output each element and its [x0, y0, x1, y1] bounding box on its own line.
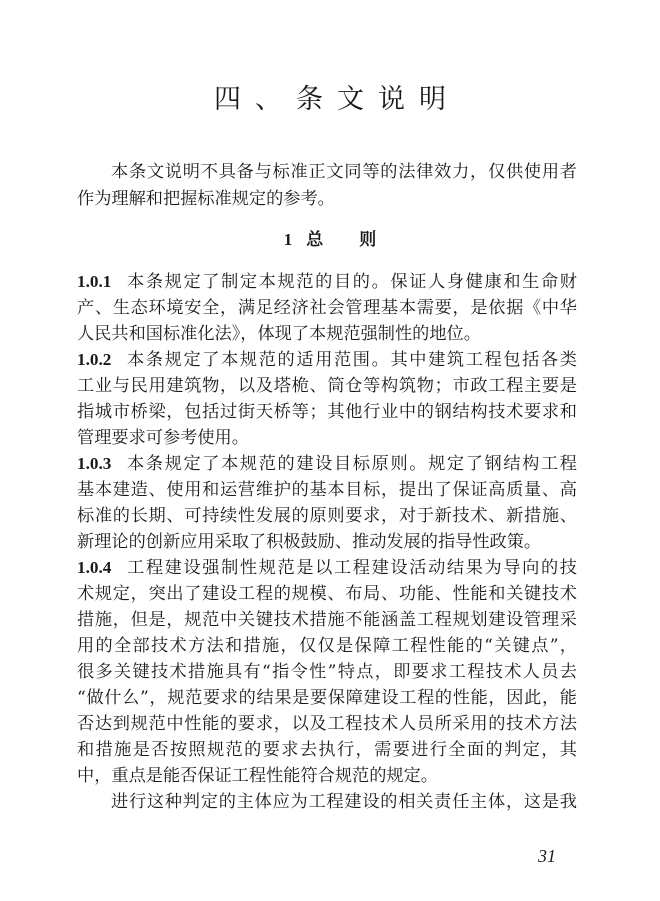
clause-line: 新理论的创新应用采取了积极鼓励、推动发展的指导性政策。: [77, 532, 542, 552]
section-title-part1: 总: [306, 230, 324, 250]
clause-line: 中，重点是能否保证工程性能符合规范的规定。: [77, 766, 438, 786]
clause-line: “做什么”，规范要求的结果是要保障建设工程的性能，因此，能: [77, 688, 577, 708]
section-title-part2: 则: [359, 230, 377, 250]
section-heading: [0, 227, 660, 253]
clause-line: 工业与民用建筑物，以及塔桅、筒仓等构筑物；市政工程主要是: [77, 376, 577, 396]
clause-text: 工程建设强制性规范是以工程建设活动结果为导向的技: [125, 558, 577, 578]
clause-line: [77, 269, 577, 295]
clause-line: 和措施是否按照规范的要求去执行，需要进行全面的判定，其: [77, 740, 577, 760]
clause-line: 基本建造、使用和运营维护的基本目标，提出了保证高质量、高: [77, 480, 577, 500]
section-number: 1: [283, 230, 293, 249]
clause-number: 1.0.3: [77, 454, 112, 473]
page-title: 四、条文说明: [214, 84, 460, 115]
clause-line: 否达到规范中性能的要求，以及工程技术人员所采用的技术方法: [77, 714, 577, 734]
page-number: 31: [538, 846, 556, 866]
intro-line: 本条文说明不具备与标准正文同等的法律效力，仅供使用者: [111, 162, 577, 182]
clause-text: 本条规定了制定本规范的目的。保证人身健康和生命财: [125, 272, 577, 292]
clause-line: 措施，但是，规范中关键技术措施不能涵盖工程规划建设管理采: [77, 610, 577, 630]
clause-line: 用的全部技术方法和措施，仅仅是保障工程性能的“关键点”，: [77, 636, 577, 656]
intro-line: 作为理解和把握标准规定的参考。: [77, 189, 335, 209]
clause-text: 本条规定了本规范的适用范围。其中建筑工程包括各类: [125, 350, 577, 370]
clause-line: 指城市桥梁，包括过街天桥等；其他行业中的钢结构技术要求和: [77, 402, 577, 422]
clause-line: 人民共和国标准化法》，体现了本规范强制性的地位。: [77, 324, 481, 344]
clause-line: 标准的长期、可持续性发展的原则要求，对于新技术、新措施、: [77, 506, 577, 526]
clause-line: 产、生态环境安全，满足经济社会管理基本需要，是依据《中华: [77, 298, 577, 318]
clause-line: [77, 451, 577, 477]
clause-number: 1.0.2: [77, 350, 112, 369]
clause-text: 本条规定了本规范的建设目标原则。规定了钢结构工程: [125, 454, 577, 474]
continuation-line: 进行这种判定的主体应为工程建设的相关责任主体，这是我: [111, 792, 577, 812]
clause-line: 术规定，突出了建设工程的规模、布局、功能、性能和关键技术: [77, 584, 577, 604]
clause-line: [77, 347, 577, 373]
clause-line: 管理要求可参考使用。: [77, 428, 249, 448]
clause-number: 1.0.4: [77, 558, 112, 577]
clause-line: 很多关键技术措施具有“指令性”特点，即要求工程技术人员去: [77, 662, 577, 682]
clause-number: 1.0.1: [77, 272, 112, 291]
clause-line: [77, 555, 577, 581]
